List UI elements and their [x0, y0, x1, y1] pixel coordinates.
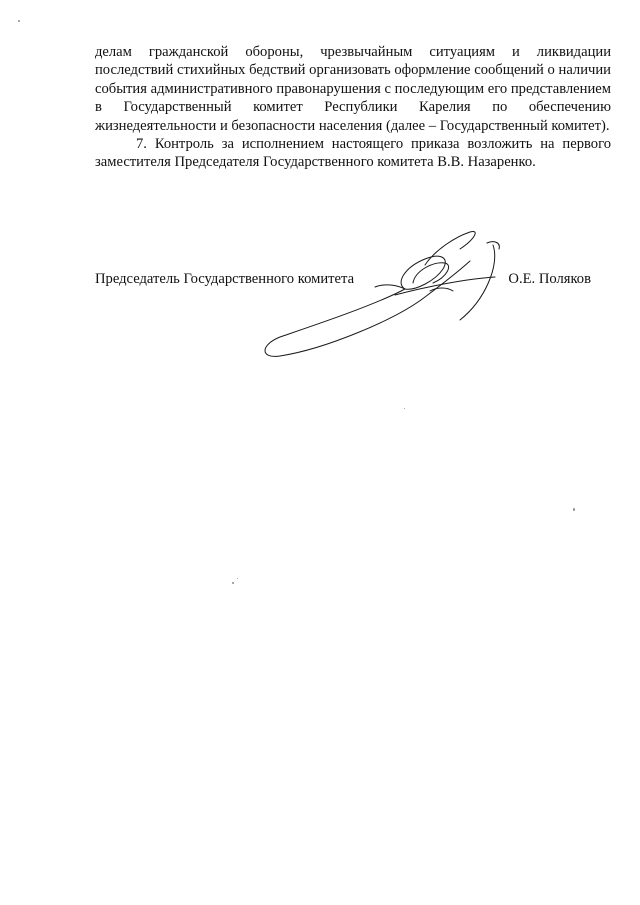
scan-speck — [237, 578, 238, 579]
paragraph-continued: делам гражданской обороны, чрезвычайным ситуациям и ликвидации последствий стихийных бедствий организовать оформление сообщений о наличии события административного правонарушения с последующим его представлением в Государственный комитет Республики Карелия по обеспечению жизнедеятельности и безопасности населения (далее – Государственный комитет). — [95, 44, 611, 134]
scan-speck — [18, 20, 20, 22]
signer-name: О.Е. Поляков — [508, 271, 591, 287]
document-body — [95, 43, 611, 172]
scan-speck — [232, 582, 234, 584]
scan-speck — [573, 508, 575, 511]
signer-position: Председатель Государственного комитета — [95, 271, 355, 287]
paragraph-7: 7. Контроль за исполнением настоящего приказа возложить на первого заместителя Председателя Государственного комитета В.В. Назаренко. — [95, 136, 611, 171]
scan-speck — [404, 408, 405, 409]
handwritten-signature-icon — [255, 225, 525, 365]
